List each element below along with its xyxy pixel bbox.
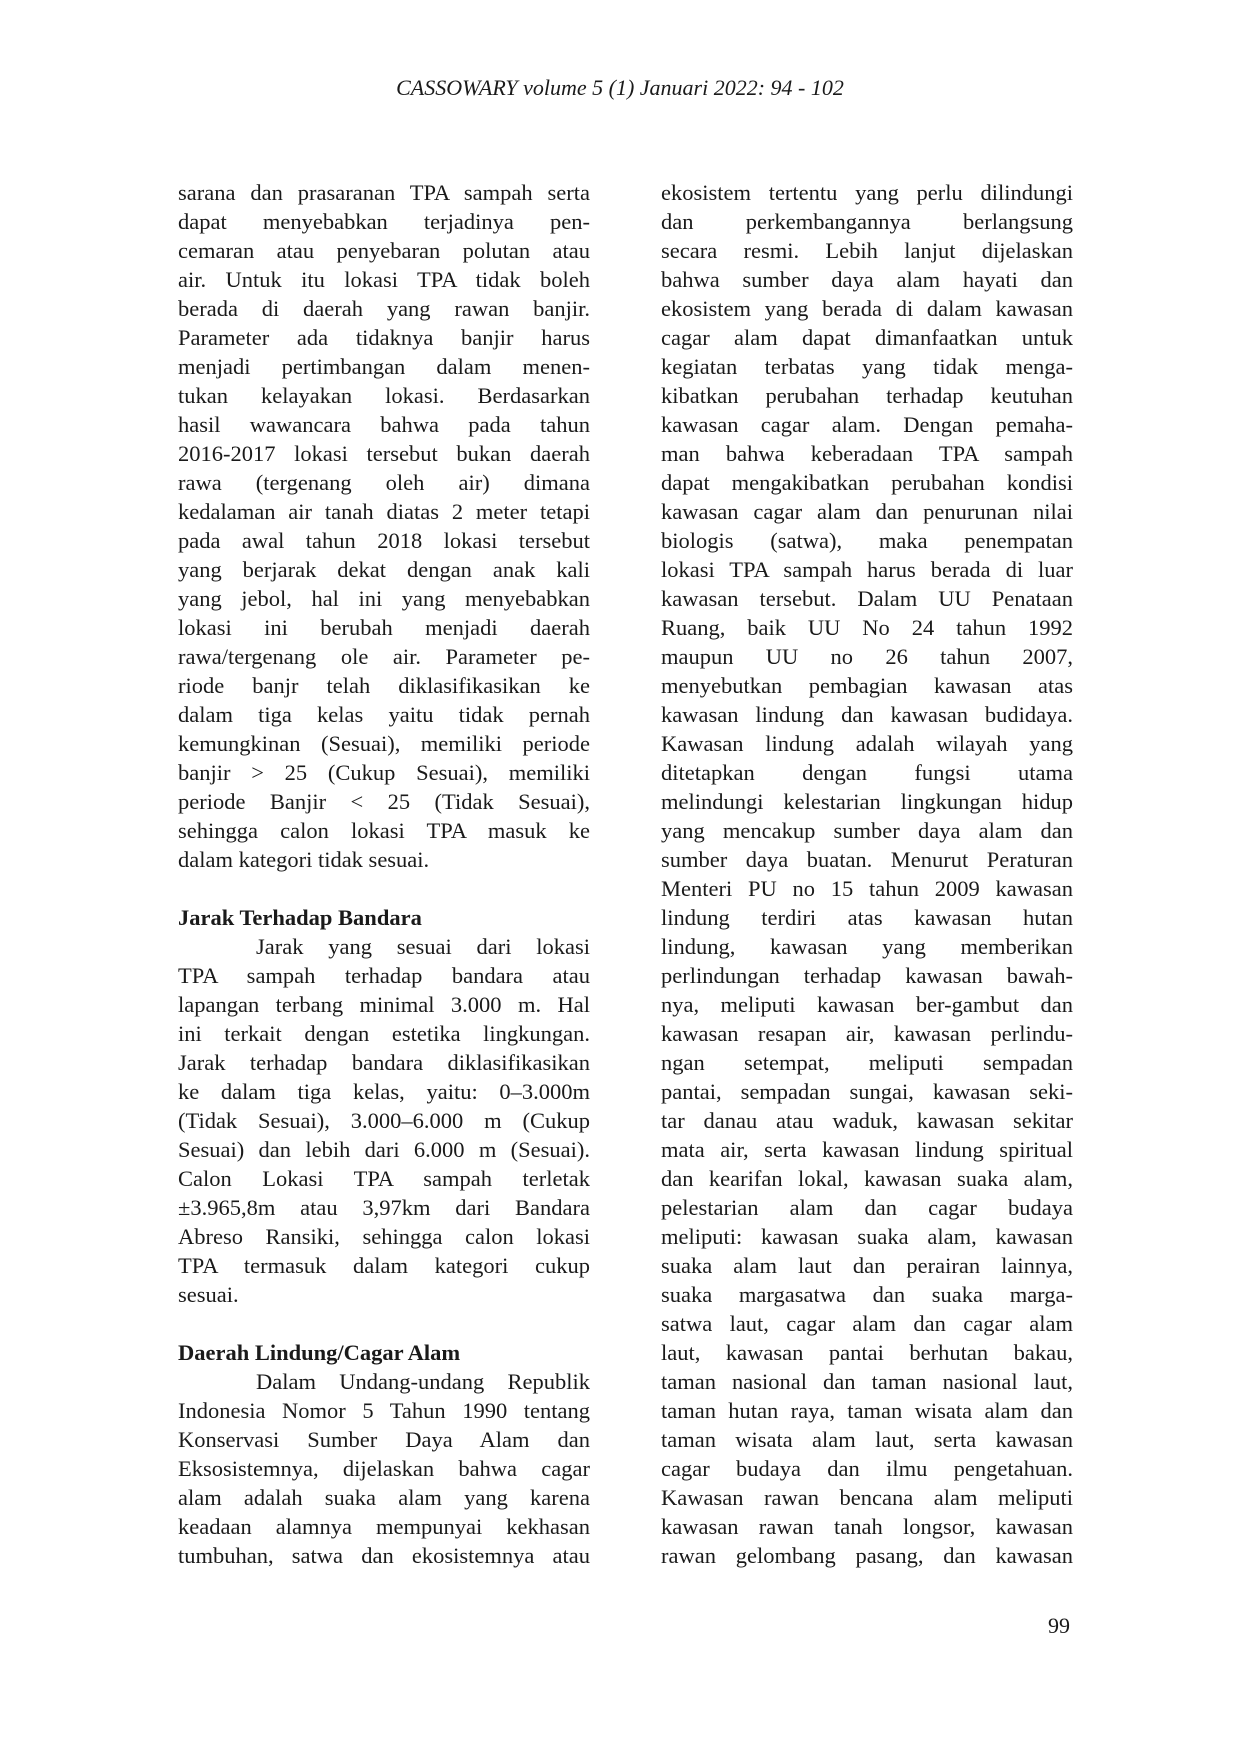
- text-line: (Tidak Sesuai), 3.000–6.000 m (Cukup: [178, 1108, 590, 1133]
- text-line: dan perkembangannya berlangsung: [661, 209, 1073, 234]
- text-line: Dalam Undang-undang Republik: [256, 1369, 590, 1394]
- text-line: menjadi pertimbangan dalam menen-: [178, 354, 590, 379]
- text-line: Konservasi Sumber Daya Alam dan: [178, 1427, 590, 1452]
- text-line: Sesuai) dan lebih dari 6.000 m (Sesuai).: [178, 1137, 590, 1162]
- text-line: riode banjr telah diklasifikasikan ke: [178, 673, 590, 698]
- text-line: kawasan lindung dan kawasan budidaya.: [661, 702, 1073, 727]
- text-line: lapangan terbang minimal 3.000 m. Hal: [178, 992, 590, 1017]
- text-line: kemungkinan (Sesuai), memiliki periode: [178, 731, 590, 756]
- text-line: sesuai.: [178, 1282, 239, 1307]
- text-line: Kawasan rawan bencana alam meliputi: [661, 1485, 1073, 1510]
- text-line: kegiatan terbatas yang tidak menga-: [661, 354, 1073, 379]
- text-line: Parameter ada tidaknya banjir harus: [178, 325, 590, 350]
- text-line: Calon Lokasi TPA sampah terletak: [178, 1166, 590, 1191]
- section-heading-jarak-bandara: Jarak Terhadap Bandara: [178, 905, 422, 930]
- text-line: cagar alam dapat dimanfaatkan untuk: [661, 325, 1073, 350]
- text-line: banjir > 25 (Cukup Sesuai), memiliki: [178, 760, 590, 785]
- text-line: menyebutkan pembagian kawasan atas: [661, 673, 1073, 698]
- text-line: ditetapkan dengan fungsi utama: [661, 760, 1073, 785]
- page-number: 99: [1048, 1613, 1070, 1638]
- text-line: keadaan alamnya mempunyai kekhasan: [178, 1514, 590, 1539]
- text-line: dapat mengakibatkan perubahan kondisi: [661, 470, 1073, 495]
- text-line: maupun UU no 26 tahun 2007,: [661, 644, 1073, 669]
- text-line: dalam kategori tidak sesuai.: [178, 847, 430, 872]
- text-line: Indonesia Nomor 5 Tahun 1990 tentang: [178, 1398, 590, 1423]
- text-line: laut, kawasan pantai berhutan bakau,: [661, 1340, 1073, 1365]
- text-line: kawasan resapan air, kawasan perlindu-: [661, 1021, 1073, 1046]
- text-line: secara resmi. Lebih lanjut dijelaskan: [661, 238, 1073, 263]
- text-line: mata air, serta kawasan lindung spiritual: [661, 1137, 1073, 1162]
- text-line: Ruang, baik UU No 24 tahun 1992: [661, 615, 1073, 640]
- text-line: cemaran atau penyebaran polutan atau: [178, 238, 590, 263]
- text-line: biologis (satwa), maka penempatan: [661, 528, 1073, 553]
- text-line: Eksosistemnya, dijelaskan bahwa cagar: [178, 1456, 590, 1481]
- text-line: cagar budaya dan ilmu pengetahuan.: [661, 1456, 1073, 1481]
- text-line: berada di daerah yang rawan banjir.: [178, 296, 590, 321]
- text-line: rawan gelombang pasang, dan kawasan: [661, 1543, 1073, 1568]
- text-line: lokasi TPA sampah harus berada di luar: [661, 557, 1073, 582]
- text-line: bahwa sumber daya alam hayati dan: [661, 267, 1073, 292]
- text-line: taman nasional dan taman nasional laut,: [661, 1369, 1073, 1394]
- text-line: man bahwa keberadaan TPA sampah: [661, 441, 1073, 466]
- text-line: pantai, sempadan sungai, kawasan seki-: [661, 1079, 1073, 1104]
- text-line: TPA sampah terhadap bandara atau: [178, 963, 590, 988]
- text-line: dapat menyebabkan terjadinya pen-: [178, 209, 590, 234]
- text-line: periode Banjir < 25 (Tidak Sesuai),: [178, 789, 590, 814]
- text-line: lokasi ini berubah menjadi daerah: [178, 615, 590, 640]
- paragraph-spacer: [178, 874, 590, 903]
- text-line: kawasan rawan tanah longsor, kawasan: [661, 1514, 1073, 1539]
- text-line: lindung terdiri atas kawasan hutan: [661, 905, 1073, 930]
- text-line: ±3.965,8m atau 3,97km dari Bandara: [178, 1195, 590, 1220]
- text-line: perlindungan terhadap kawasan bawah-: [661, 963, 1073, 988]
- paragraph-spacer: [178, 1309, 590, 1338]
- text-line: ke dalam tiga kelas, yaitu: 0–3.000m: [178, 1079, 590, 1104]
- text-line: sehingga calon lokasi TPA masuk ke: [178, 818, 590, 843]
- text-line: meliputi: kawasan suaka alam, kawasan: [661, 1224, 1073, 1249]
- text-line: Jarak terhadap bandara diklasifikasikan: [178, 1050, 590, 1075]
- running-header: CASSOWARY volume 5 (1) Januari 2022: 94 - 102: [396, 75, 844, 100]
- text-line: taman wisata alam laut, serta kawasan: [661, 1427, 1073, 1452]
- text-line: taman hutan raya, taman wisata alam dan: [661, 1398, 1073, 1423]
- text-line: yang berjarak dekat dengan anak kali: [178, 557, 590, 582]
- text-line: kibatkan perubahan terhadap keutuhan: [661, 383, 1073, 408]
- text-line: melindungi kelestarian lingkungan hidup: [661, 789, 1073, 814]
- text-line: TPA termasuk dalam kategori cukup: [178, 1253, 590, 1278]
- text-line: kawasan cagar alam. Dengan pemaha-: [661, 412, 1073, 437]
- text-line: pelestarian alam dan cagar budaya: [661, 1195, 1073, 1220]
- text-line: dan kearifan lokal, kawasan suaka alam,: [661, 1166, 1073, 1191]
- right-column: [661, 178, 1073, 1570]
- text-line: kedalaman air tanah diatas 2 meter tetapi: [178, 499, 590, 524]
- text-line: suaka margasatwa dan suaka marga-: [661, 1282, 1073, 1307]
- text-line: ngan setempat, meliputi sempadan: [661, 1050, 1073, 1075]
- text-line: kawasan tersebut. Dalam UU Penataan: [661, 586, 1073, 611]
- text-line: air. Untuk itu lokasi TPA tidak boleh: [178, 267, 590, 292]
- text-line: hasil wawancara bahwa pada tahun: [178, 412, 590, 437]
- text-line: Jarak yang sesuai dari lokasi: [256, 934, 590, 959]
- text-line: tar danau atau waduk, kawasan sekitar: [661, 1108, 1073, 1133]
- text-line: ekosistem yang berada di dalam kawasan: [661, 296, 1073, 321]
- text-line: Abreso Ransiki, sehingga calon lokasi: [178, 1224, 590, 1249]
- left-column: [178, 178, 590, 1570]
- section-heading-daerah-lindung: Daerah Lindung/Cagar Alam: [178, 1340, 461, 1365]
- text-line: rawa (tergenang oleh air) dimana: [178, 470, 590, 495]
- text-line: Kawasan lindung adalah wilayah yang: [661, 731, 1073, 756]
- text-line: yang mencakup sumber daya alam dan: [661, 818, 1073, 843]
- text-line: rawa/tergenang ole air. Parameter pe-: [178, 644, 590, 669]
- text-line: kawasan cagar alam dan penurunan nilai: [661, 499, 1073, 524]
- text-line: sumber daya buatan. Menurut Peraturan: [661, 847, 1073, 872]
- text-line: nya, meliputi kawasan ber-gambut dan: [661, 992, 1073, 1017]
- text-line: pada awal tahun 2018 lokasi tersebut: [178, 528, 590, 553]
- text-line: ini terkait dengan estetika lingkungan.: [178, 1021, 590, 1046]
- text-line: 2016-2017 lokasi tersebut bukan daerah: [178, 441, 590, 466]
- text-line: dalam tiga kelas yaitu tidak pernah: [178, 702, 590, 727]
- text-line: lindung, kawasan yang memberikan: [661, 934, 1073, 959]
- text-line: suaka alam laut dan perairan lainnya,: [661, 1253, 1073, 1278]
- text-line: alam adalah suaka alam yang karena: [178, 1485, 590, 1510]
- text-line: ekosistem tertentu yang perlu dilindungi: [661, 180, 1073, 205]
- text-line: tumbuhan, satwa dan ekosistemnya atau: [178, 1543, 590, 1568]
- text-line: sarana dan prasaranan TPA sampah serta: [178, 180, 590, 205]
- text-line: yang jebol, hal ini yang menyebabkan: [178, 586, 590, 611]
- text-line: Menteri PU no 15 tahun 2009 kawasan: [661, 876, 1073, 901]
- text-line: satwa laut, cagar alam dan cagar alam: [661, 1311, 1073, 1336]
- text-line: tukan kelayakan lokasi. Berdasarkan: [178, 383, 590, 408]
